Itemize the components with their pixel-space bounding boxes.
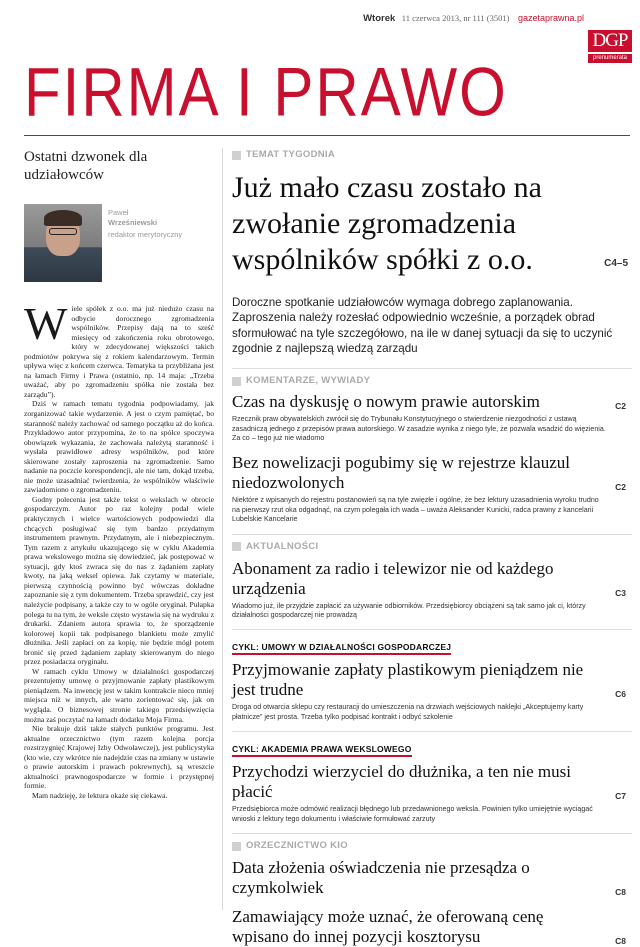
- article-summary: Przedsiębiorca może odmówić realizacji błędnego lub przedawnionego weksla. Powinien tylko umiejętnie wyciągać wnioski z lektury tego dokumentu i właściwie formułować zarzuty: [232, 805, 593, 823]
- section-divider: [232, 731, 632, 732]
- article-headline[interactable]: Abonament za radio i telewizor nie od każdego urządzenia: [232, 558, 554, 598]
- article-headline[interactable]: Data złożenia oświadczenia nie przesądza o czymkolwiek: [232, 858, 530, 898]
- series-label: CYKL: AKADEMIA PRAWA WEKSLOWEGO: [232, 744, 412, 757]
- issue-date: 11 czerwca 2013, nr 111 (3501): [401, 13, 510, 23]
- page-ref: C4–5: [604, 258, 628, 269]
- editorial-body: [24, 298, 214, 800]
- article-item[interactable]: [232, 907, 632, 947]
- square-icon: [232, 151, 241, 160]
- issue-day: Wtorek: [363, 13, 396, 24]
- author-first-name: Paweł: [108, 208, 129, 217]
- lead-story[interactable]: [232, 148, 632, 356]
- author-photo: [24, 204, 102, 282]
- contents-column: [232, 148, 632, 947]
- article-headline[interactable]: Przyjmowanie zapłaty plastikowym pieniądzem nie jest trudne: [232, 660, 584, 700]
- author-last-name: Wrześniewski: [108, 218, 158, 227]
- page-ref: C2: [615, 401, 626, 412]
- header-rule: [24, 135, 630, 136]
- page-ref: C3: [615, 587, 626, 598]
- editorial-title: Ostatni dzwonek dla udziałowców: [24, 149, 148, 183]
- article-headline[interactable]: Bez nowelizacji pogubimy się w rejestrze klauzul niedozwolonych: [232, 453, 570, 493]
- editorial-paragraph: Godny polecenia jest także tekst o wekslach w obrocie gospodarczym. Autor po raz kolejny podał wiele praktycznych i wielce wartościowych podpowiedzi dla chcących posługiwać się tym bardzo przydatnym instrumentem prawnym. Przydatnym, ale i niebezpiecznym. Tym razem z artykułu ukazującego się w cyklu Akademia prawa wekslowego można się dowiedzieć, jak postępować w sytuacji, gdy ktoś zwraca się do nas z żądaniem zapłaty kwoty, na jaką weksel opiewa. Jak czytamy w materiale, pierwszą czynnością powinno być wówczas dokładne zapoznanie się z tym dokumentem. Trzeba sprawdzić, czy jest należycie podpisany, a także czy to w ogóle oryginał. Pułapka polega tu na tym, że weksle często wystawia się na wydruku z drukarki. Zdaniem autora sprawia to, że sporządzenie kolorowej kopii tak podpisanego blankietu może zmylić dłużnika. Jeśli zapłaci on za kopię, nie będzie mógł potem bronić się przed żądaniem zapłaty skierowanym do niego przez posiadacza oryginału.: [24, 494, 214, 667]
- section-divider: [232, 833, 632, 834]
- page-ref: C2: [615, 482, 626, 493]
- logo-subscription: prenumerata: [588, 54, 632, 63]
- series-label-wrap: [232, 739, 632, 757]
- article-headline[interactable]: Zamawiający może uznać, że oferowaną cenę wpisano do innej pozycji kosztorysu: [232, 907, 544, 947]
- section-label-comments: KOMENTARZE, WYWIADY: [232, 374, 632, 388]
- article-summary: Droga od otwarcia sklepu czy restauracji do umieszczenia na drzwiach wejściowych naklejki „Akceptujemy karty płatnicze” jest prosta. Trzeba tylko podpisać kontrakt i odbyć szkolenie: [232, 703, 584, 721]
- section-divider: [232, 368, 632, 369]
- article-summary: Rzecznik praw obywatelskich zwrócił się do Trybunału Konstytucyjnego o stwierdzenie niezgodności z ustawą zasadniczą jednego z przepisów prawa autorskiego. W zasadzie wynika z niego tyle, że pozwala wsadzić do więzienia. Za co – tego już nie wiadomo: [232, 415, 606, 442]
- editorial-column: [24, 148, 214, 800]
- logo-text: DGP: [588, 30, 632, 52]
- author-info: [108, 208, 182, 240]
- drop-cap: W: [24, 298, 68, 349]
- editorial-paragraph: W ramach cyklu Umowy w działalności gospodarczej prezentujemy umowę o przyjmowanie zapłaty plastikowym pieniądzem. Na inwencję jest w takim kontrakcie nieco mniej miejsca niż w innych, ale warto zorientować się, jak on wygląda. O biznesowej stronie takiego przedsięwzięcia można zaś poczytać na łamach dodatku Moja Firma.: [24, 666, 214, 724]
- square-icon: [232, 542, 241, 551]
- article-item[interactable]: [232, 858, 632, 898]
- section-label-rulings: ORZECZNICTWO KIO: [232, 839, 632, 853]
- masthead-title: FIRMA I PRAWO: [24, 53, 508, 131]
- column-divider: [222, 148, 223, 910]
- article-summary: Niektóre z wpisanych do rejestru postanowień są na tyle zwięzłe i ogólne, że bez lektury uzasadnienia wyroku trudno na pierwszy rzut oka odgadnąć, na czym polegała ich wada – uważa Aleksander Kunicki, radca prawny z kancelarii Lubelskie Kancelarie: [232, 496, 599, 524]
- editorial-paragraph: Mam nadzieję, że lektura okaże się ciekawa.: [32, 790, 168, 800]
- article-item[interactable]: [232, 453, 632, 524]
- series-label-wrap: [232, 637, 632, 655]
- article-item[interactable]: [232, 660, 632, 722]
- author-role: redaktor merytoryczny: [108, 230, 183, 239]
- page-ref: C6: [615, 689, 626, 700]
- article-item[interactable]: [232, 559, 632, 621]
- site-link[interactable]: gazetaprawna.pl: [517, 13, 584, 23]
- dgp-logo[interactable]: [588, 30, 632, 63]
- lead-headline[interactable]: Już mało czasu zostało na zwołanie zgromadzenia wspólników spółki z o.o.: [232, 171, 542, 276]
- square-icon: [232, 377, 241, 386]
- date-line: [363, 13, 584, 24]
- section-label-news: AKTUALNOŚCI: [232, 540, 632, 554]
- editorial-paragraph: Wiele spółek z o.o. ma już niedużo czasu na odbycie dorocznego zgromadzenia wspólników. Przepisy dają na to sześć miesięcy od zakończenia roku obrotowego, który w zdecydowanej większości takich podmiotów pokrywa się z rokiem kalendarzowym. Termin upływa więc z końcem czerwca. Tematyka ta przybliżana jest na łamach Firmy i Prawa (ostatnio, np. 14 maja: „Trzeba uważać, aby po zgromadzeniu spółka nie została bez zarządu”).: [24, 298, 214, 399]
- lead-summary: Doroczne spotkanie udziałowców wymaga dobrego zaplanowania. Zaproszenia należy rozesłać odpowiednio wcześnie, a porządek obrad sformułować na tyle szczegółowo, na ile w danej sytuacji da się to uczynić zgodnie z najlepszą wiedzą zarządu: [232, 296, 613, 355]
- page-ref: C8: [615, 936, 626, 947]
- series-label: CYKL: UMOWY W DZIAŁALNOŚCI GOSPODARCZEJ: [232, 642, 451, 655]
- page-ref: C8: [615, 887, 626, 898]
- author-block: [24, 204, 214, 282]
- page-ref: C7: [615, 791, 626, 802]
- section-divider: [232, 629, 632, 630]
- article-headline[interactable]: Czas na dyskusję o nowym prawie autorskim: [232, 392, 540, 412]
- editorial-paragraph: Dziś w ramach tematu tygodnia podpowiadamy, jak zorganizować takie wydarzenie. A jest o czym pamiętać, bo staranność należy zachować od samego początku aż do końca. Przykładowo autor przypomina, że to na spółce spoczywa obowiązek wykazania, że zachowała należytą staranność i wysłała prawidłowe adresy wspólników, pod które skierowane zostały zaproszenia na zgromadzenie. Samo nadanie na poczcie korespondencji, ale nie tam, dokąd trzeba, nie może uzasadniać twierdzenia, że wspólników właściwie zawiadomiono o zgromadzeniu.: [24, 399, 214, 495]
- article-item[interactable]: [232, 762, 632, 824]
- article-item[interactable]: [232, 392, 632, 443]
- editorial-paragraph: Nie brakuje dziś także stałych punktów programu. Jest aktualne orzecznictwo (tym razem kolejna porcja rozstrzygnięć Krajowej Izby Odwoławczej), jest publicystyka (kto wie, czy wkrótce nie nadejdzie czas na zmiany w ustawie o prawie autorskim i prawach pokrewnych), są wreszcie aktualności prawnogospodarcze w formie i przystępnej formie.: [24, 724, 214, 791]
- section-divider: [232, 534, 632, 535]
- article-headline[interactable]: Przychodzi wierzyciel do dłużnika, a ten nie musi płacić: [232, 762, 571, 802]
- top-bar: [0, 13, 640, 33]
- article-summary: Wiadomo już, ile przyjdzie zapłacić za używanie odbiorników. Przedsiębiorcy obciążeni są tak samo jak ci, którzy działalności gospodarczej nie prowadzą: [232, 601, 586, 620]
- square-icon: [232, 842, 241, 851]
- section-label-topic: TEMAT TYGODNIA: [232, 148, 632, 162]
